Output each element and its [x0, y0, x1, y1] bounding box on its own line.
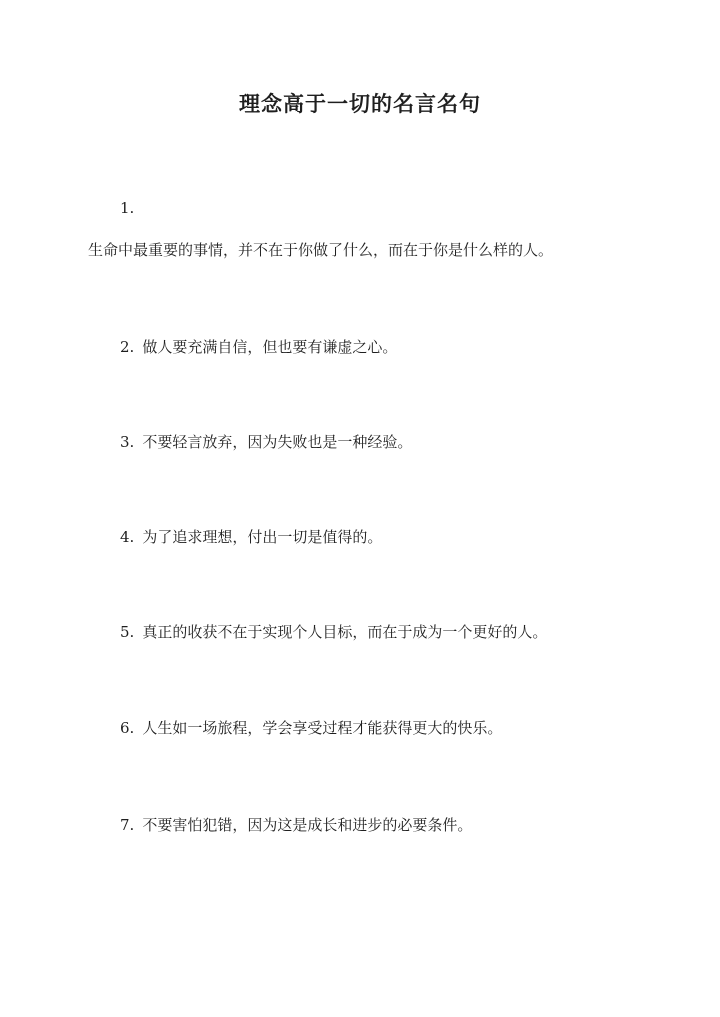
list-item-text: 不要害怕犯错，因为这是成长和进步的必要条件。 — [142, 816, 473, 834]
document-title: 理念高于一切的名言名句 — [239, 91, 481, 116]
list-item-number: 2. — [120, 338, 135, 356]
list-item-text: 为了追求理想，付出一切是值得的。 — [142, 528, 383, 546]
list-item — [120, 815, 472, 835]
list-item — [120, 718, 502, 738]
list-item-text: 做人要充满自信，但也要有谦虚之心。 — [142, 338, 398, 356]
list-item-text: 生命中最重要的事情，并不在于你做了什么，而在于你是什么样的人。 — [88, 241, 554, 259]
list-item — [120, 527, 382, 547]
list-item-number: 6. — [120, 719, 135, 737]
list-item-number: 5. — [120, 623, 135, 641]
list-item-text: 不要轻言放弃，因为失败也是一种经验。 — [142, 433, 413, 451]
list-item-number: 1. — [120, 199, 135, 217]
list-item — [120, 622, 547, 642]
list-item-number: 7. — [120, 816, 135, 834]
list-item — [120, 337, 397, 357]
list-item-number: 3. — [120, 433, 135, 451]
list-item-text: 真正的收获不在于实现个人目标，而在于成为一个更好的人。 — [142, 623, 548, 641]
list-item-number: 4. — [120, 528, 135, 546]
list-item-text: 人生如一场旅程，学会享受过程才能获得更大的快乐。 — [142, 719, 503, 737]
list-item — [120, 432, 412, 452]
